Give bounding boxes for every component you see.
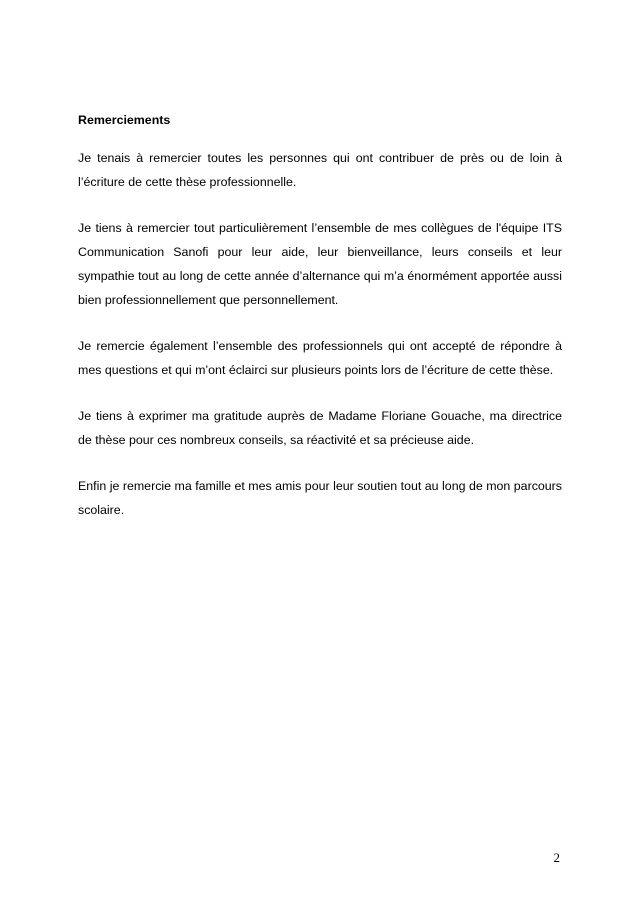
section-heading: Remerciements: [78, 113, 171, 127]
paragraph-thanks-professionals: Je remercie également l’ensemble des professionnels qui ont accepté de répondre à mes questions et qui m’ont éclairci sur plusieurs points lors de l’écriture de cette thèse.: [78, 339, 562, 377]
page-number: 2: [553, 850, 560, 865]
document-body: [78, 108, 562, 544]
paragraph-thanks-director: Je tiens à exprimer ma gratitude auprès de Madame Floriane Gouache, ma directrice de thèse pour ces nombreux conseils, sa réactivité et sa précieuse aide.: [78, 409, 562, 447]
paragraph-thanks-colleagues: Je tiens à remercier tout particulièrement l’ensemble de mes collègues de l'équipe ITS Communication Sanofi pour leur aide, leur bienveillance, leurs conseils et leur sympathie tout au long de cette année d’alternance qui m’a énormément apportée aussi bien professionnellement que personnellement.: [78, 221, 562, 307]
paragraph-thanks-all: Je tenais à remercier toutes les personnes qui ont contribuer de près ou de loin à l’écriture de cette thèse professionnelle.: [78, 151, 562, 189]
paragraph-thanks-family: Enfin je remercie ma famille et mes amis pour leur soutien tout au long de mon parcours scolaire.: [78, 479, 562, 517]
